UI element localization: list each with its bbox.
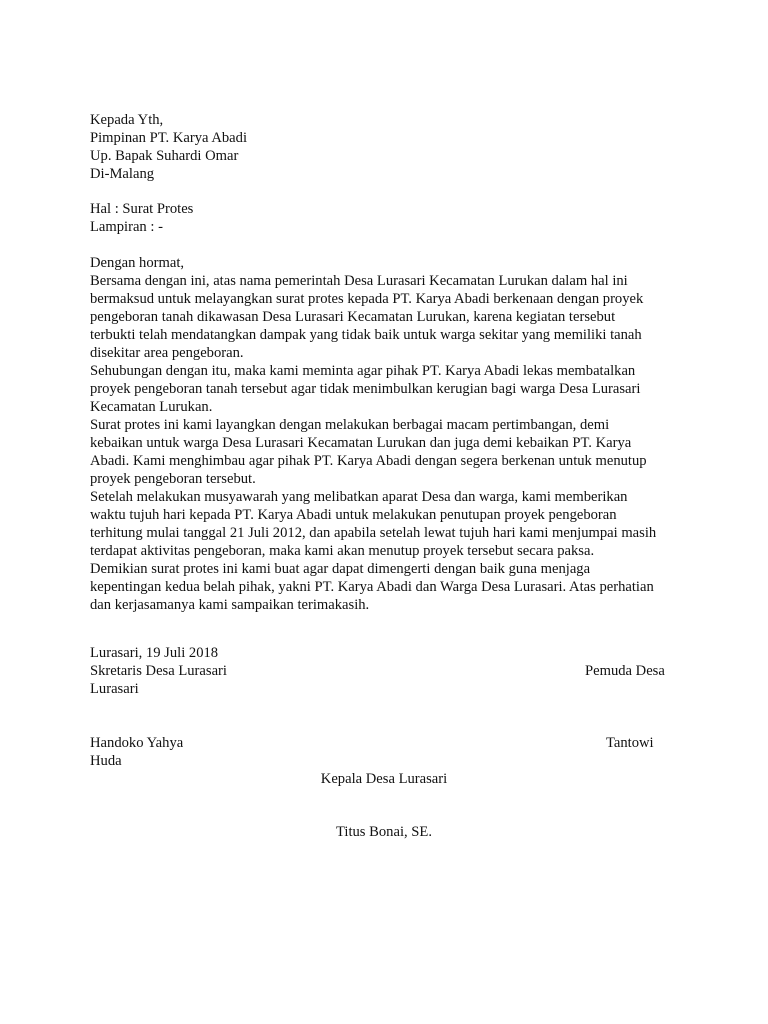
recipient-greeting: Kepada Yth, (90, 112, 164, 128)
body-line: Sehubungan dengan itu, maka kami meminta agar pihak PT. Karya Abadi lekas membatalkan (90, 363, 636, 379)
body-line: Bersama dengan ini, atas nama pemerintah Desa Lurasari Kecamatan Lurukan dalam hal ini (90, 273, 628, 289)
body-line: terbukti telah mendatangkan dampak yang tidak baik untuk warga sekitar yang memiliki tanah (90, 327, 642, 343)
body-line: Abadi. Kami menghimbau agar pihak PT. Karya Abadi dengan segera berkenan untuk menutup (90, 453, 647, 469)
body-line: kepentingan kedua belah pihak, yakni PT. Karya Abadi dan Warga Desa Lurasari. Atas perhatian (90, 579, 654, 595)
body-line: terhitung mulai tanggal 21 Juli 2012, dan apabila setelah lewat tujuh hari kami menjumpai masih (90, 525, 657, 541)
body-line: Kecamatan Lurukan. (90, 399, 213, 415)
body-line: pengeboran tanah dikawasan Desa Lurasari Kecamatan Lurukan, karena kegiatan tersebut (90, 309, 616, 325)
letter-body (90, 254, 730, 614)
body-line: Surat protes ini kami layangkan dengan melakukan berbagai macam pertimbangan, demi (90, 417, 610, 433)
subject-block (90, 200, 690, 236)
recipient-attention: Up. Bapak Suhardi Omar (90, 148, 239, 164)
salutation: Dengan hormat, (90, 255, 185, 271)
recipient-place: Di-Malang (90, 166, 155, 182)
body-line: disekitar area pengeboran. (90, 345, 244, 361)
left-signatory-name-cont: Huda (90, 753, 122, 769)
body-line: proyek pengeboran tersebut. (90, 471, 256, 487)
subject-hal: Hal : Surat Protes (90, 201, 194, 217)
body-line: Setelah melakukan musyawarah yang melibatkan aparat Desa dan warga, kami memberikan (90, 489, 628, 505)
left-signatory-name: Handoko Yahya (90, 735, 184, 751)
recipient-leader: Pimpinan PT. Karya Abadi (90, 130, 247, 146)
body-line: dan kerjasamanya kami sampaikan terimakasih. (90, 597, 370, 613)
center-signatory-name: Titus Bonai, SE. (336, 824, 432, 840)
right-signatory-title: Pemuda Desa (585, 663, 665, 679)
body-line: proyek pengeboran tanah tersebut agar tidak menimbulkan kerugian bagi warga Desa Lurasari (90, 381, 641, 397)
place-date: Lurasari, 19 Juli 2018 (90, 645, 219, 661)
right-signatory-name: Tantowi (606, 735, 654, 751)
body-line: terdapat aktivitas pengeboran, maka kami akan menutup proyek tersebut secara paksa. (90, 543, 595, 559)
left-signatory-title-cont: Lurasari (90, 681, 139, 697)
body-line: waktu tujuh hari kepada PT. Karya Abadi untuk melakukan penutupan proyek pengeboran (90, 507, 617, 523)
recipient-block (90, 111, 690, 183)
subject-lampiran: Lampiran : - (90, 219, 163, 235)
body-line: kebaikan untuk warga Desa Lurasari Kecamatan Lurukan dan juga demi kebaikan PT. Karya (90, 435, 632, 451)
body-line: Demikian surat protes ini kami buat agar dapat dimengerti dengan baik guna menjaga (90, 561, 591, 577)
left-signatory-title: Skretaris Desa Lurasari (90, 663, 227, 679)
center-signatory-title: Kepala Desa Lurasari (320, 771, 448, 787)
body-line: bermaksud untuk melayangkan surat protes kepada PT. Karya Abadi berkenaan dengan proyek (90, 291, 644, 307)
